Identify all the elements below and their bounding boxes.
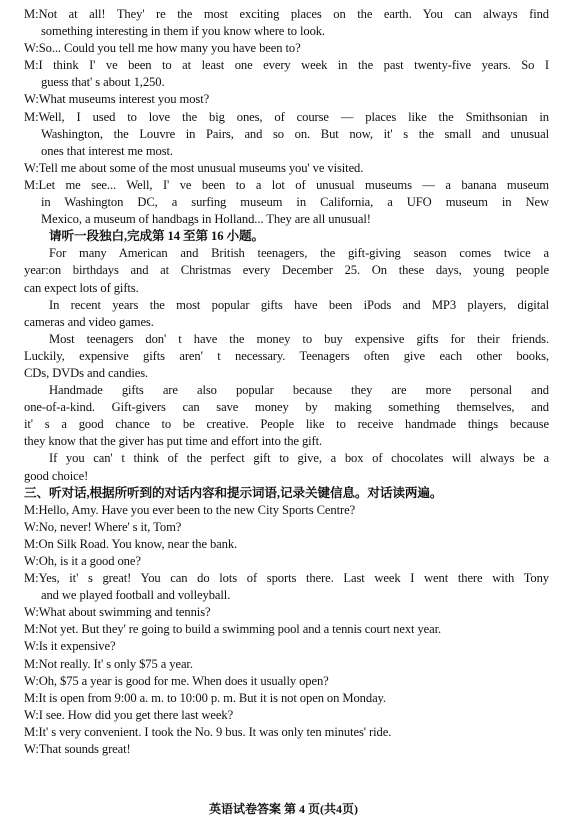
text-line: M:On Silk Road. You know, near the bank.: [24, 536, 238, 551]
text-line: M:Not at all! They' re the most exciting places on the earth. You can always find: [24, 7, 549, 21]
text-line: M:Let me see... Well, I' ve been to a lot of unusual museums — a banana museum: [24, 177, 549, 192]
text-line: Mexico, a museum of handbags in Holland... They are all unusual!: [41, 212, 371, 227]
text-line: good choice!: [24, 468, 89, 483]
text-line: CDs, DVDs and candies.: [24, 365, 149, 380]
text-line: W:So... Could you tell me how many you have been to?: [24, 41, 301, 56]
text-line: 三、听对话,根据所听到的对话内容和提示词语,记录关键信息。对话读两遍。: [24, 485, 443, 500]
text-line: M:Not really. It' s only $75 a year.: [24, 656, 193, 671]
text-line: one-of-a-kind. Gift-givers can save money by making something themselves, and: [24, 400, 549, 415]
text-line: M:I think I' ve been to at least one every week in the past twenty-five years. So I: [24, 58, 549, 73]
text-line: something interesting in them if you know where to look.: [41, 24, 326, 39]
text-line: Handmade gifts are also popular because they are more personal and: [49, 383, 549, 398]
text-line: guess that' s about 1,250.: [41, 75, 165, 90]
text-line: M:Yes, it' s great! You can do lots of sports there. Last week I went there with Tony: [24, 571, 549, 586]
text-line: M:Hello, Amy. Have you ever been to the new City Sports Centre?: [24, 502, 356, 517]
text-line: M:Well, I used to love the big ones, of course — places like the Smithsonian in: [24, 109, 549, 124]
text-line: cameras and video games.: [24, 314, 154, 329]
page-footer: 英语试卷答案 第 4 页(共4页): [209, 802, 358, 816]
text-line: W:Oh, $75 a year is good for me. When does it usually open?: [24, 673, 329, 688]
text-line: Washington, the Louvre in Pairs, and so on. But now, it' s the small and unusual: [41, 126, 549, 141]
text-line: W:What about swimming and tennis?: [24, 605, 211, 620]
text-line: For many American and British teenagers, the gift-giving season comes twice a: [49, 246, 549, 261]
text-line: Most teenagers don' t have the money to buy expensive gifts for their friends.: [49, 331, 549, 346]
text-line: and we played football and volleyball.: [41, 588, 231, 603]
text-line: it' s a good chance to be creative. People like to receive handmade things because: [24, 417, 549, 432]
document-body: [24, 6, 549, 758]
text-line: 请听一段独白,完成第 14 至第 16 小题。: [49, 229, 264, 244]
text-line: If you can' t think of the perfect gift to give, a box of chocolates will always be a: [49, 451, 549, 466]
text-line: ones that interest me most.: [41, 143, 173, 158]
text-line: M:It' s very convenient. I took the No. 9 bus. It was only ten minutes' ride.: [24, 724, 392, 739]
text-line: W:No, never! Where' s it, Tom?: [24, 519, 182, 534]
text-line: Luckily, expensive gifts aren' t necessary. Teenagers often give each other books,: [24, 348, 549, 363]
text-line: year:on birthdays and at Christmas every December 25. On these days, young people: [24, 263, 549, 278]
text-line: W:Is it expensive?: [24, 639, 116, 654]
text-line: they know that the giver has put time and effort into the gift.: [24, 434, 323, 449]
text-line: W:That sounds great!: [24, 742, 131, 757]
text-line: can expect lots of gifts.: [24, 280, 139, 295]
text-line: in Washington DC, a surfing museum in California, a UFO museum in New: [41, 195, 549, 210]
text-line: W:What museums interest you most?: [24, 92, 210, 107]
text-line: In recent years the most popular gifts have been iPods and MP3 players, digital: [49, 297, 549, 312]
text-line: W:I see. How did you get there last week?: [24, 707, 234, 722]
text-line: M:Not yet. But they' re going to build a swimming pool and a tennis court next year.: [24, 622, 442, 637]
text-line: M:It is open from 9:00 a. m. to 10:00 p. m. But it is not open on Monday.: [24, 690, 386, 705]
text-line: W:Tell me about some of the most unusual museums you' ve visited.: [24, 160, 364, 175]
text-line: W:Oh, is it a good one?: [24, 554, 141, 568]
